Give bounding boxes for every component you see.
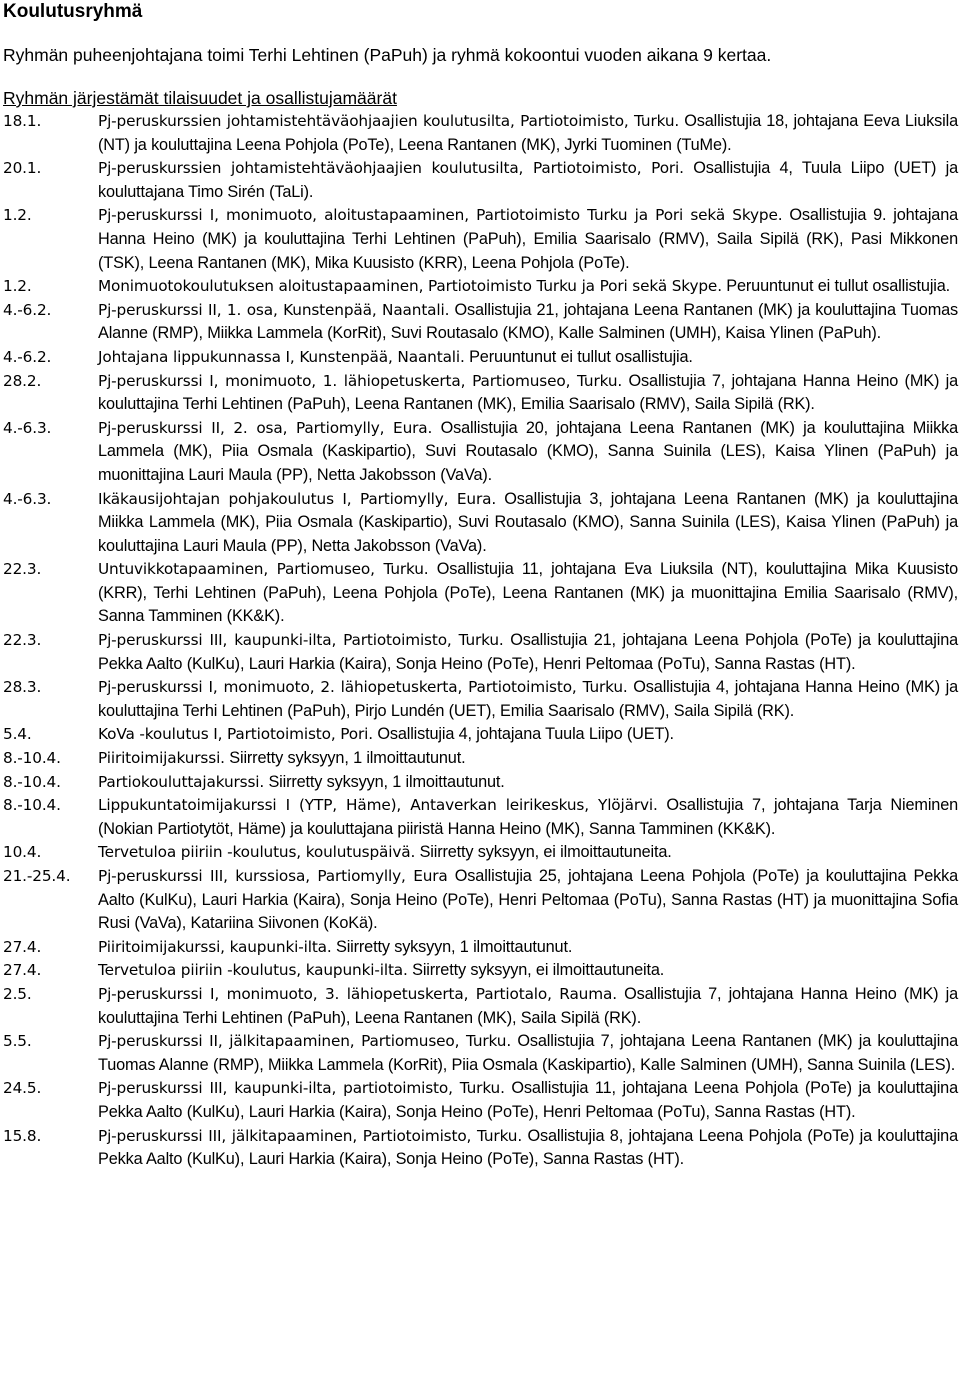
event-name: Partiokouluttajakurssi.: [98, 772, 265, 791]
event-participants: Osallistujia 4, johtajana Tuula Liipo (UET).: [377, 725, 674, 744]
event-description: [98, 275, 958, 299]
event-entry: [3, 1125, 958, 1172]
event-entry: [3, 936, 958, 960]
event-date: 15.8.: [3, 1126, 42, 1145]
event-description: [98, 110, 958, 157]
event-description: [98, 959, 958, 983]
event-date: 4.-6.2.: [3, 347, 52, 366]
event-entry: [3, 157, 958, 204]
event-participants: Osallistujia 4, johtajana Hanna Heino (MK) ja kouluttajina Terhi Lehtinen (PaPuh), Pirjo Lundén (UET), Emilia Saarisalo (RMV), Saila Sipilä (RK).: [98, 678, 958, 720]
event-date: 5.4.: [3, 725, 32, 744]
event-name: Piiritoimijakurssi, kaupunki-ilta.: [98, 937, 332, 956]
event-date: 1.2.: [3, 277, 32, 296]
event-entry: [3, 747, 958, 771]
event-entry: [3, 1077, 958, 1124]
event-participants: Peruuntunut ei tullut osallistujia.: [469, 347, 693, 366]
event-date: 24.5.: [3, 1079, 42, 1098]
event-participants: Osallistujia 7, johtajana Tarja Nieminen (Nokian Partiotytöt, Häme) ja kouluttajana piiristä Hanna Heino (MK), Sanna Tamminen (KK&K).: [98, 796, 958, 838]
event-date: 28.3.: [3, 678, 42, 697]
event-participants: Osallistujia 11, johtajana Leena Pohjola (PoTe) ja kouluttajina Pekka Aalto (KulKu), Lauri Harkia (Kaira), Sonja Heino (PoTe), Henri Peltomaa (PoTu), Sanna Rastas (HT).: [98, 1079, 958, 1121]
event-description: [98, 1125, 958, 1172]
page-title: Koulutusryhmä: [3, 1, 143, 22]
event-participants: Osallistujia 8, johtajana Leena Pohjola (PoTe) ja kouluttajina Pekka Aalto (KulKu), Lauri Harkia (Kaira), Sonja Heino (PoTe), Sanna Rastas (HT).: [98, 1126, 958, 1169]
event-name: Pj-peruskurssi III, kaupunki-ilta, Partiotoimisto, Turku.: [98, 631, 504, 650]
event-description: [98, 983, 958, 1030]
event-description: [98, 346, 958, 370]
event-participants: Osallistujia 21, johtajana Leena Rantanen (MK) ja kouluttajina Tuomas Alanne (RMP), Miikka Lammela (KorRit), Suvi Routasalo (KMO), Kalle Salminen (UMH), Kaisa Ylinen (PaPuh).: [98, 300, 959, 343]
event-entry: [3, 959, 958, 983]
event-date: 20.1.: [3, 159, 42, 178]
event-entry: [3, 841, 958, 865]
event-description: [98, 558, 958, 629]
event-participants: Osallistujia 3, johtajana Leena Rantanen (MK) ja kouluttajina Miikka Lammela (MK), Piia Osmala (Kaskipartio), Suvi Routasalo (KMO), Sanna Suinila (LES), Kaisa Ylinen (PaPuh) ja kouluttajina Lauri Maula (PP), Netta Jakobsson (VaVa).: [98, 489, 959, 555]
event-name: Lippukuntatoimijakurssi I (YTP, Häme), Antaverkan leirikeskus, Ylöjärvi.: [98, 796, 658, 815]
event-participants: Osallistujia 7, johtajana Hanna Heino (MK) ja kouluttajina Terhi Lehtinen (PaPuh), Leena Rantanen (MK), Emilia Saarisalo (RMV), Saila Sipilä (RK).: [98, 371, 958, 414]
event-date: 2.5.: [3, 984, 32, 1003]
event-entry: [3, 1030, 958, 1077]
event-description: [98, 841, 958, 865]
event-name: Ikäkausijohtajan pohjakoulutus I, Partiomylly, Eura.: [98, 489, 497, 508]
event-entry: [3, 558, 958, 629]
event-participants: Osallistujia 20, johtajana Leena Rantanen (MK) ja kouluttajina Miikka Lammela (MK), Piia Osmala (Kaskipartio), Suvi Routasalo (KMO), Sanna Suinila (LES), Kaisa Ylinen (PaPuh) ja muonittajina Lauri Maula (PP), Netta Jakobsson (VaVa).: [98, 418, 958, 484]
event-date: 8.-10.4.: [3, 749, 61, 768]
event-entry: [3, 771, 958, 795]
event-entry: [3, 275, 958, 299]
event-name: Pj-peruskurssi I, monimuoto, 1. lähiopetuskerta, Partiomuseo, Turku.: [98, 371, 623, 390]
event-name: Pj-peruskurssien johtamistehtäväohjaajien koulutusilta, Partiotoimisto, Turku.: [98, 112, 680, 130]
event-description: [98, 723, 958, 747]
event-participants: Peruuntunut ei tullut osallistujia.: [726, 277, 951, 296]
event-date: 28.2.: [3, 371, 42, 390]
event-description: [98, 1030, 958, 1077]
event-entry: [3, 629, 958, 676]
event-date: 22.3.: [3, 560, 42, 579]
event-name: Tervetuloa piiriin -koulutus, kaupunki-ilta.: [98, 961, 408, 980]
event-date: 5.5.: [3, 1032, 32, 1051]
event-name: Johtajana lippukunnassa I, Kunstenpää, Naantali.: [98, 347, 465, 366]
event-description: [98, 676, 958, 723]
event-description: [98, 747, 958, 771]
event-entry: [3, 346, 958, 370]
event-participants: Osallistujia 11, johtajana Eva Liuksila (NT), kouluttajina Mika Kuusisto (KRR), Terhi Lehtinen (PaPuh), Leena Pohjola (PoTe), Leena Rantanen (MK) ja muonittajina Emilia Saarisalo (RMV), Sanna Tamminen (KK&K).: [98, 560, 958, 626]
event-name: Pj-peruskurssi I, monimuoto, aloitustapaaminen, Partiotoimisto Turku ja Pori sekä Skype.: [98, 206, 783, 225]
event-date: 22.3.: [3, 631, 42, 650]
event-date: 21.-25.4.: [3, 867, 71, 885]
event-name: Untuvikkotapaaminen, Partiomuseo, Turku.: [98, 560, 429, 579]
event-participants: Osallistujia 18, johtajana Eeva Liuksila (NT) ja kouluttajina Leena Pohjola (PoTe), Leena Rantanen (MK), Jyrki Tuominen (TuMe).: [98, 112, 958, 154]
event-description: [98, 629, 958, 676]
event-participants: Osallistujia 25, johtajana Leena Pohjola (PoTe) ja kouluttajina Pekka Aalto (KulKu), Lauri Harkia (Kaira), Sonja Heino (PoTe), Henri Peltomaa (PoTu), Sanna Rastas (HT) ja muonittajina Sofia Rusi (VaVa), Katariina Siivonen (KoKä).: [98, 867, 959, 933]
section-heading: Ryhmän järjestämät tilaisuudet ja osallistujamäärät: [3, 88, 397, 108]
event-date: 8.-10.4.: [3, 772, 61, 791]
event-description: [98, 417, 958, 488]
event-entry: [3, 110, 958, 157]
event-participants: Osallistujia 9. johtajana Hanna Heino (MK) ja kouluttajina Terhi Lehtinen (PaPuh), Emilia Saarisalo (RMV), Saila Sipilä (RK), Pasi Mikkonen (TSK), Leena Rantanen (MK), Mika Kuusisto (KRR), Leena Pohjola (PoTe).: [98, 206, 959, 272]
event-name: Pj-peruskurssi II, jälkitapaaminen, Partiomuseo, Turku.: [98, 1032, 512, 1051]
intro-paragraph: Ryhmän puheenjohtajana toimi Terhi Lehtinen (PaPuh) ja ryhmä kokoontui vuoden aikana 9 kertaa.: [3, 45, 772, 65]
event-date: 4.-6.3.: [3, 418, 52, 437]
event-date: 4.-6.2.: [3, 300, 52, 319]
event-description: [98, 488, 958, 559]
event-description: [98, 771, 958, 795]
event-date: 4.-6.3.: [3, 489, 52, 508]
event-entry: [3, 417, 958, 488]
event-description: [98, 299, 958, 346]
event-entry: [3, 676, 958, 723]
event-entry: [3, 794, 958, 841]
event-date: 8.-10.4.: [3, 796, 61, 815]
event-description: [98, 370, 958, 417]
event-participants: Osallistujia 7, johtajana Hanna Heino (MK) ja kouluttajina Terhi Lehtinen (PaPuh), Leena Rantanen (MK), Saila Sipilä (RK).: [98, 984, 958, 1027]
event-participants: Siirretty syksyyn, ei ilmoittautuneita.: [412, 961, 665, 980]
event-date: 1.2.: [3, 206, 32, 225]
event-name: KoVa -koulutus I, Partiotoimisto, Pori.: [98, 725, 373, 744]
event-description: [98, 865, 958, 936]
event-description: [98, 936, 958, 960]
event-participants: Osallistujia 4, Tuula Liipo (UET) ja kouluttajana Timo Sirén (TaLi).: [98, 159, 958, 201]
event-description: [98, 1077, 958, 1124]
event-name: Pj-peruskurssi III, kaupunki-ilta, partiotoimisto, Turku.: [98, 1079, 505, 1098]
event-entry: [3, 488, 958, 559]
event-entry: [3, 865, 958, 936]
event-description: [98, 157, 958, 204]
event-name: Pj-peruskurssien johtamistehtäväohjaajien koulutusilta, Partiotoimisto, Pori.: [98, 159, 684, 178]
event-date: 27.4.: [3, 937, 42, 956]
event-name: Pj-peruskurssi III, kurssiosa, Partiomylly, Eura: [98, 867, 448, 885]
event-date: 10.4.: [3, 843, 42, 862]
event-entry: [3, 983, 958, 1030]
event-participants: Osallistujia 7, johtajana Leena Rantanen (MK) ja kouluttajina Tuomas Alanne (RMP), Miikka Lammela (KorRit), Piia Osmala (Kaskipartio), Kalle Salminen (UMH), Sanna Suinila (LES).: [98, 1032, 959, 1074]
event-entry: [3, 299, 958, 346]
event-list: [3, 110, 958, 1172]
event-entry: [3, 370, 958, 417]
event-name: Tervetuloa piiriin -koulutus, koulutuspäivä.: [98, 843, 416, 862]
event-participants: Siirretty syksyyn, 1 ilmoittautunut.: [336, 937, 573, 956]
event-name: Pj-peruskurssi I, monimuoto, 3. lähiopetuskerta, Partiotalo, Rauma.: [98, 984, 617, 1003]
event-name: Pj-peruskurssi II, 2. osa, Partiomylly, Eura.: [98, 418, 433, 437]
event-name: Piiritoimijakurssi.: [98, 749, 225, 768]
event-participants: Siirretty syksyyn, 1 ilmoittautunut.: [268, 772, 505, 791]
event-participants: Siirretty syksyyn, ei ilmoittautuneita.: [419, 843, 672, 862]
event-name: Monimuotokoulutuksen aloitustapaaminen, Partiotoimisto Turku ja Pori sekä Skype.: [98, 277, 722, 296]
event-participants: Siirretty syksyyn, 1 ilmoittautunut.: [229, 749, 466, 768]
event-date: 18.1.: [3, 112, 42, 130]
event-participants: Osallistujia 21, johtajana Leena Pohjola (PoTe) ja kouluttajina Pekka Aalto (KulKu), Lauri Harkia (Kaira), Sonja Heino (PoTe), Henri Peltomaa (PoTu), Sanna Rastas (HT).: [98, 631, 959, 673]
event-description: [98, 204, 958, 275]
event-name: Pj-peruskurssi III, jälkitapaaminen, Partiotoimisto, Turku.: [98, 1126, 523, 1145]
event-name: Pj-peruskurssi I, monimuoto, 2. lähiopetuskerta, Partiotoimisto, Turku.: [98, 678, 628, 697]
event-entry: [3, 204, 958, 275]
event-entry: [3, 723, 958, 747]
event-date: 27.4.: [3, 961, 42, 980]
event-name: Pj-peruskurssi II, 1. osa, Kunstenpää, Naantali.: [98, 300, 450, 319]
event-description: [98, 794, 958, 841]
